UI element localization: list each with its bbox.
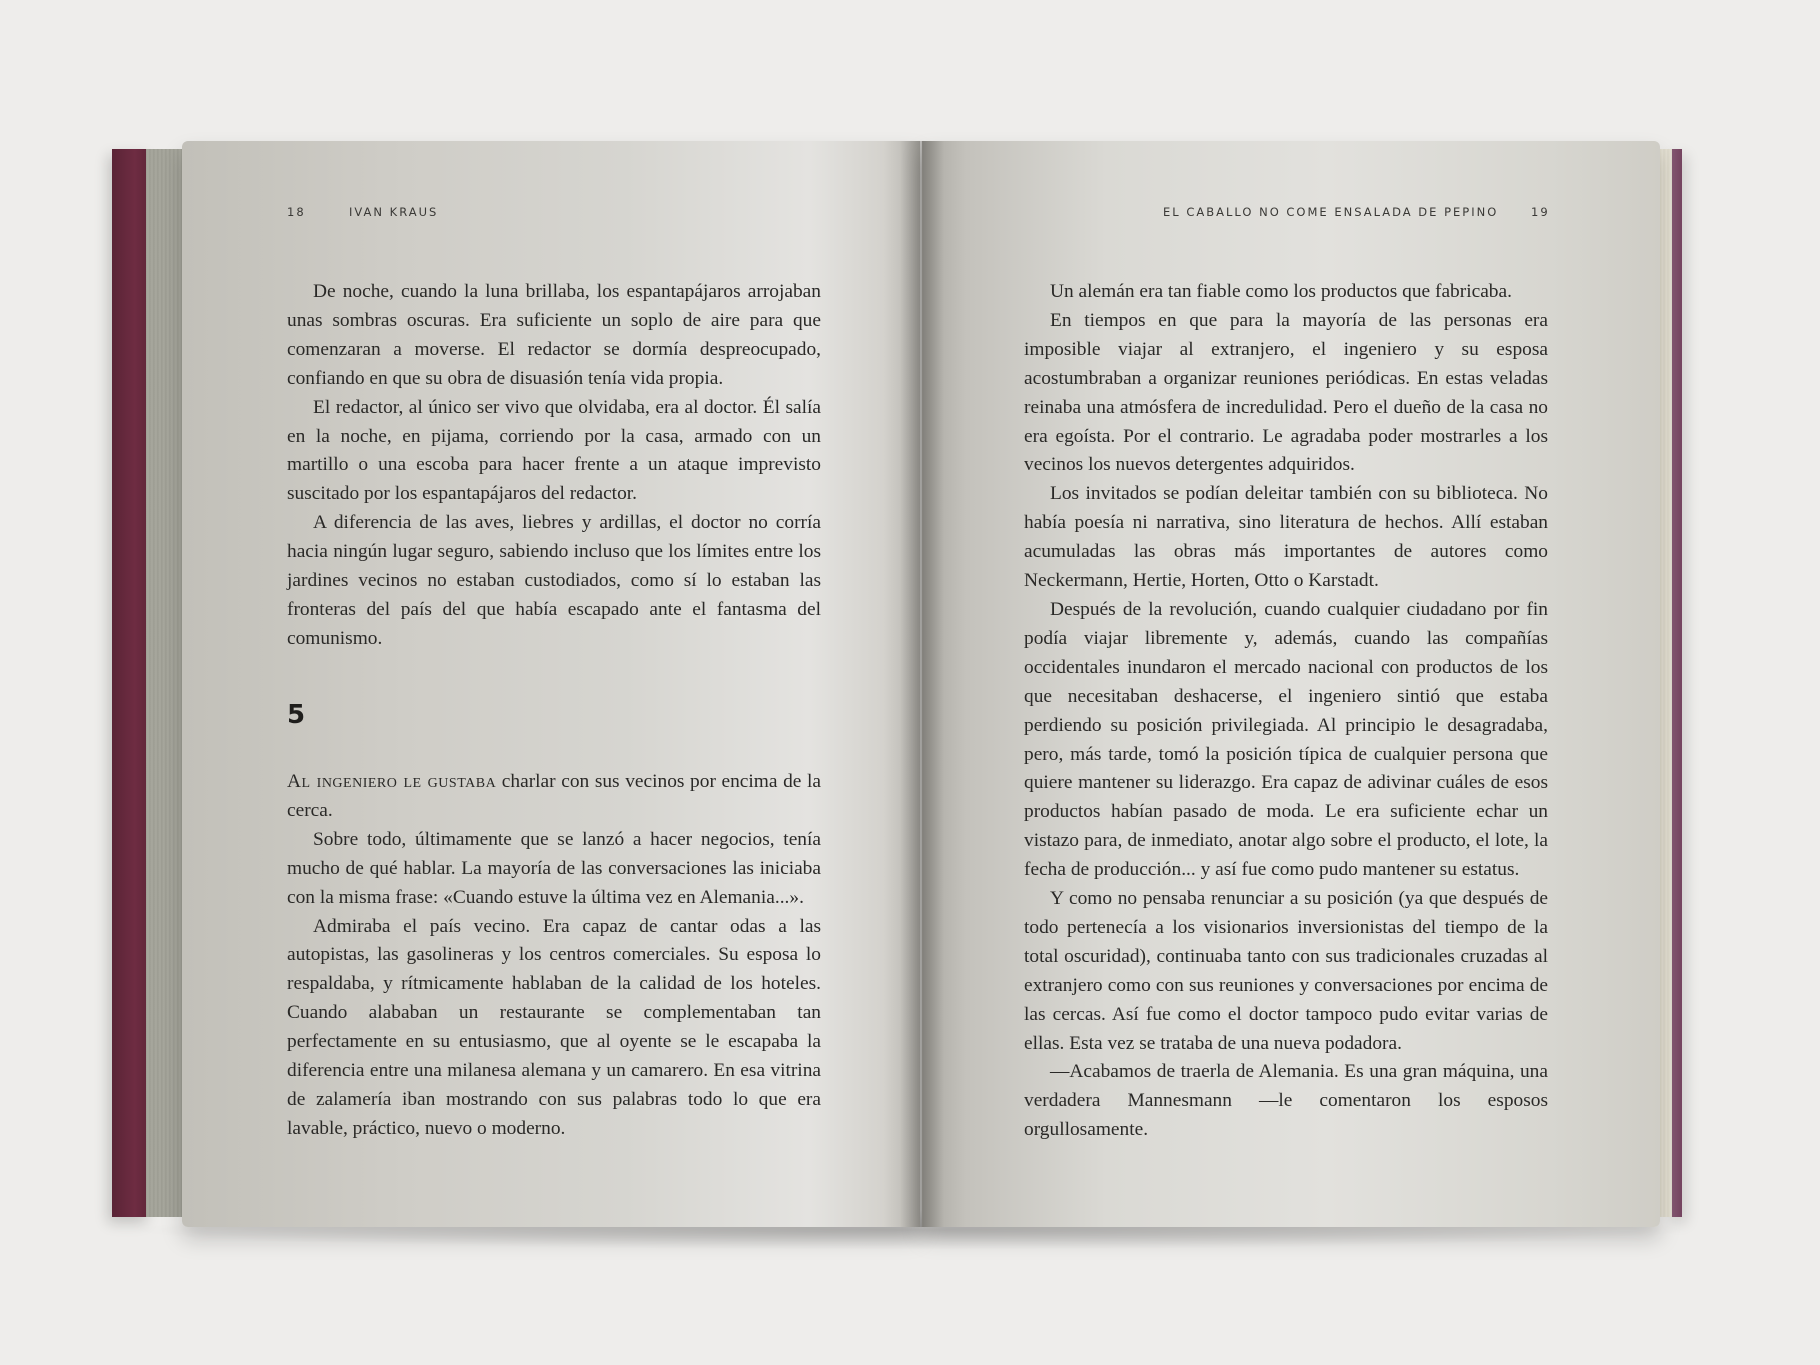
chapter-number: 5 bbox=[287, 700, 306, 730]
chapter-opening-smallcaps: Al ingeniero le gustaba bbox=[287, 771, 497, 792]
paragraph: Después de la revolución, cuando cualquier ciudadano por fin podía viajar libremente y, además, cuando las compañías occidentales inundaron el mercado nacional con productos de los que necesitaban deshacerse, el ingeniero sintió que estaba perdiendo su posición privilegiada. Al principio le desagradaba, pero, más tarde, tomó la posición típica de cualquier persona que quiere mantener su liderazgo. Era capaz de adivinar cuáles de esos productos habían pasado de moda. Le era suficiente echar un vistazo para, de inmediato, anotar algo sobre el producto, el lote, la fecha de producción... y así fue como pudo mantener su estatus. bbox=[1024, 598, 1548, 881]
paragraph: —Acabamos de traerla de Alemania. Es una gran máquina, una verdadera Mannesmann —le comentaron los esposos orgullosamente. bbox=[1024, 1061, 1548, 1141]
chapter-opening-paragraph bbox=[287, 768, 821, 826]
paragraph: Admiraba el país vecino. Era capaz de cantar odas a las autopistas, las gasolineras y los centros comerciales. Su esposa lo respaldaba, y rítmicamente hablaban de la calidad de los hoteles. Cuando alababan un restaurante se complementaban tan perfectamente en su entusiasmo, que al oyente se le escapaba la diferencia entre una milanesa alemana y un camarero. En esa vitrina de zalamería iban mostrando con sus palabras todo lo que era lavable, práctico, nuevo o moderno. bbox=[287, 915, 821, 1139]
paragraph: A diferencia de las aves, liebres y ardillas, el doctor no corría hacia ningún lugar seguro, sabiendo incluso que los límites entre los jardines vecinos no estaban custodiados, como sí lo estaban las fronteras del país del que había escapado ante el fantasma del comunismo. bbox=[287, 512, 821, 649]
paragraph: El redactor, al único ser vivo que olvidaba, era al doctor. Él salía en la noche, en pijama, corriendo por la casa, armado con un martillo o una escoba para hacer frente a un ataque imprevisto suscitado por los espantapájaros del redactor. bbox=[287, 396, 821, 505]
left-page-text-top bbox=[287, 278, 821, 654]
book-cover-left-edge bbox=[112, 149, 150, 1217]
paragraph: En tiempos en que para la mayoría de las personas era imposible viajar al extranjero, el ingeniero y su esposa acostumbraban a organizar reuniones periódicas. En estas veladas reinaba una atmósfera de incredulidad. Pero el dueño de la casa no era egoísta. Por el contrario. Le agradaba poder mostrarles a los vecinos los nuevos detergentes adquiridos. bbox=[1024, 309, 1548, 476]
left-page-text-bottom bbox=[287, 768, 821, 1144]
left-running-head: IVAN KRAUS bbox=[349, 205, 439, 219]
right-running-head: EL CABALLO NO COME ENSALADA DE PEPINO bbox=[1163, 205, 1499, 219]
page-stack-left bbox=[146, 149, 184, 1217]
right-page-number: 19 bbox=[1531, 205, 1550, 219]
right-page-text bbox=[1024, 278, 1548, 1145]
chapter-opening-rest: charlar con sus vecinos por encima de la cerca. bbox=[287, 771, 821, 821]
paragraph: Sobre todo, últimamente que se lanzó a hacer negocios, tenía mucho de qué hablar. La mayoría de las conversaciones las iniciaba con la misma frase: «Cuando estuve la última vez en Alemania...». bbox=[287, 828, 821, 908]
paragraph: Y como no pensaba renunciar a su posición (ya que después de todo pertenecía a los visionarios inversionistas del tiempo de la total oscuridad), continuaba tanto con sus tradicionales cruzadas al extranjero como con sus reuniones y conversaciones por encima de las cercas. Así fue como el doctor tampoco pudo evitar varias de ellas. Esta vez se trataba de una nueva podadora. bbox=[1024, 888, 1548, 1054]
paragraph: Los invitados se podían deleitar también con su biblioteca. No había poesía ni narrativa, sino literatura de hechos. Allí estaban acumuladas las obras más importantes de autores como Neckermann, Hertie, Horten, Otto o Karstadt. bbox=[1024, 483, 1548, 592]
paragraph: De noche, cuando la luna brillaba, los espantapájaros arrojaban unas sombras oscuras. Era suficiente un soplo de aire para que comenzaran a moverse. El redactor se dormía despreocupado, confiando en que su obra de disuasión tenía vida propia. bbox=[287, 281, 821, 389]
book-gutter bbox=[900, 141, 944, 1227]
paragraph: Un alemán era tan fiable como los productos que fabricaba. bbox=[1050, 281, 1512, 302]
left-page-number: 18 bbox=[287, 205, 306, 219]
